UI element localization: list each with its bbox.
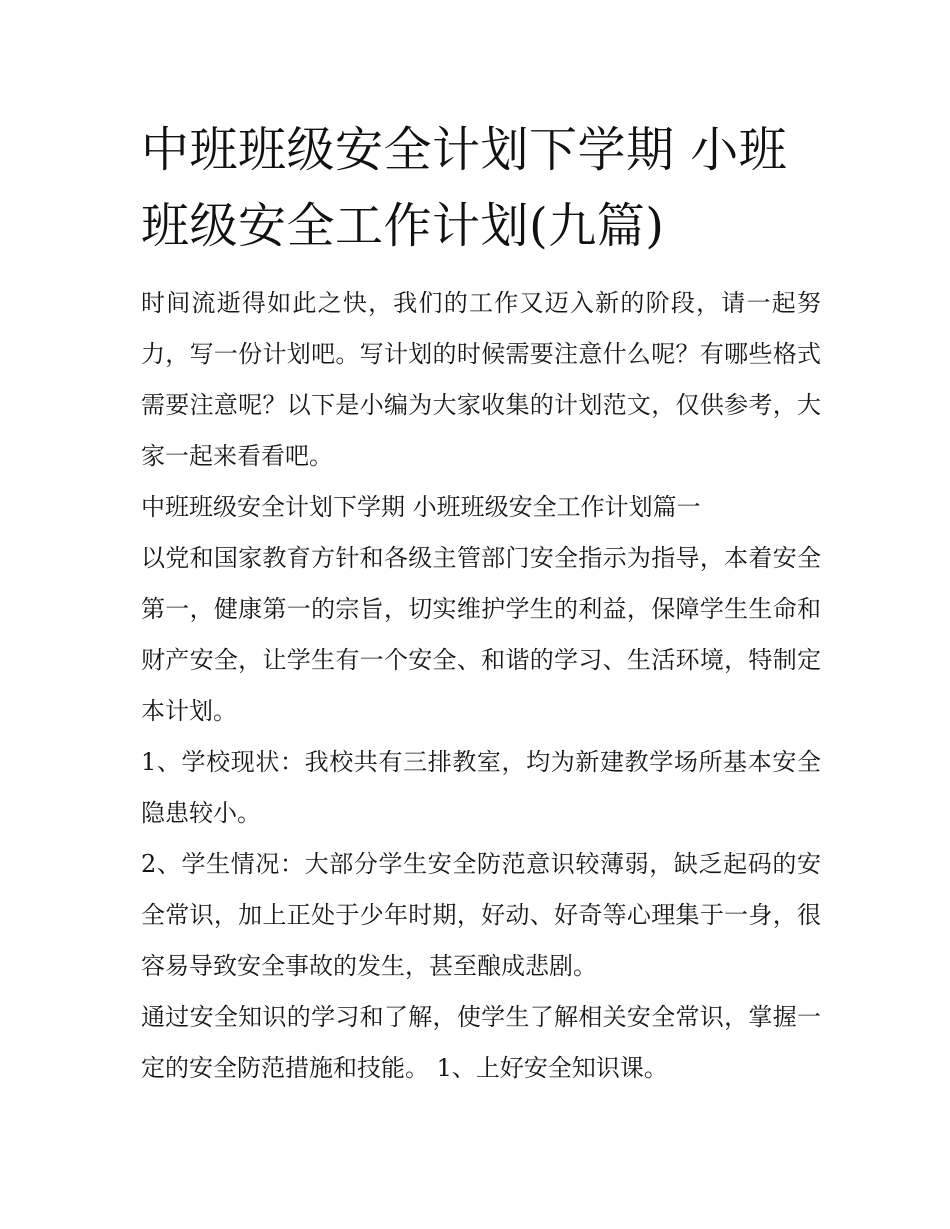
goal-paragraph: 通过安全知识的学习和了解，使学生了解相关安全常识，掌握一定的安全防范措施和技能。 1、上好安全知识课。 (141, 1003, 821, 1082)
document-body (141, 112, 821, 1094)
student-situation-paragraph: 2、学生情况：大部分学生安全防范意识较薄弱，缺乏起码的安全常识，加上正处于少年时期，好动、好奇等心理集于一身，很容易导致安全事故的发生，甚至酿成悲剧。 (141, 850, 821, 980)
intro-paragraph: 时间流逝得如此之快，我们的工作又迈入新的阶段，请一起努力，写一份计划吧。写计划的时候需要注意什么呢？有哪些格式需要注意呢？以下是小编为大家收集的计划范文，仅供参考，大家一起来看看吧。 (141, 289, 821, 470)
document-title: 中班班级安全计划下学期 小班班级安全工作计划(九篇) (141, 122, 788, 254)
section-heading: 中班班级安全计划下学期 小班班级安全工作计划篇一 (141, 493, 701, 521)
school-status-paragraph: 1、学校现状：我校共有三排教室，均为新建教学场所基本安全隐患较小。 (141, 748, 821, 827)
purpose-paragraph: 以党和国家教育方针和各级主管部门安全指示为指导，本着安全第一，健康第一的宗旨，切实维护学生的利益，保障学生生命和财产安全，让学生有一个安全、和谐的学习、生活环境，特制定本计划。 (141, 544, 821, 725)
